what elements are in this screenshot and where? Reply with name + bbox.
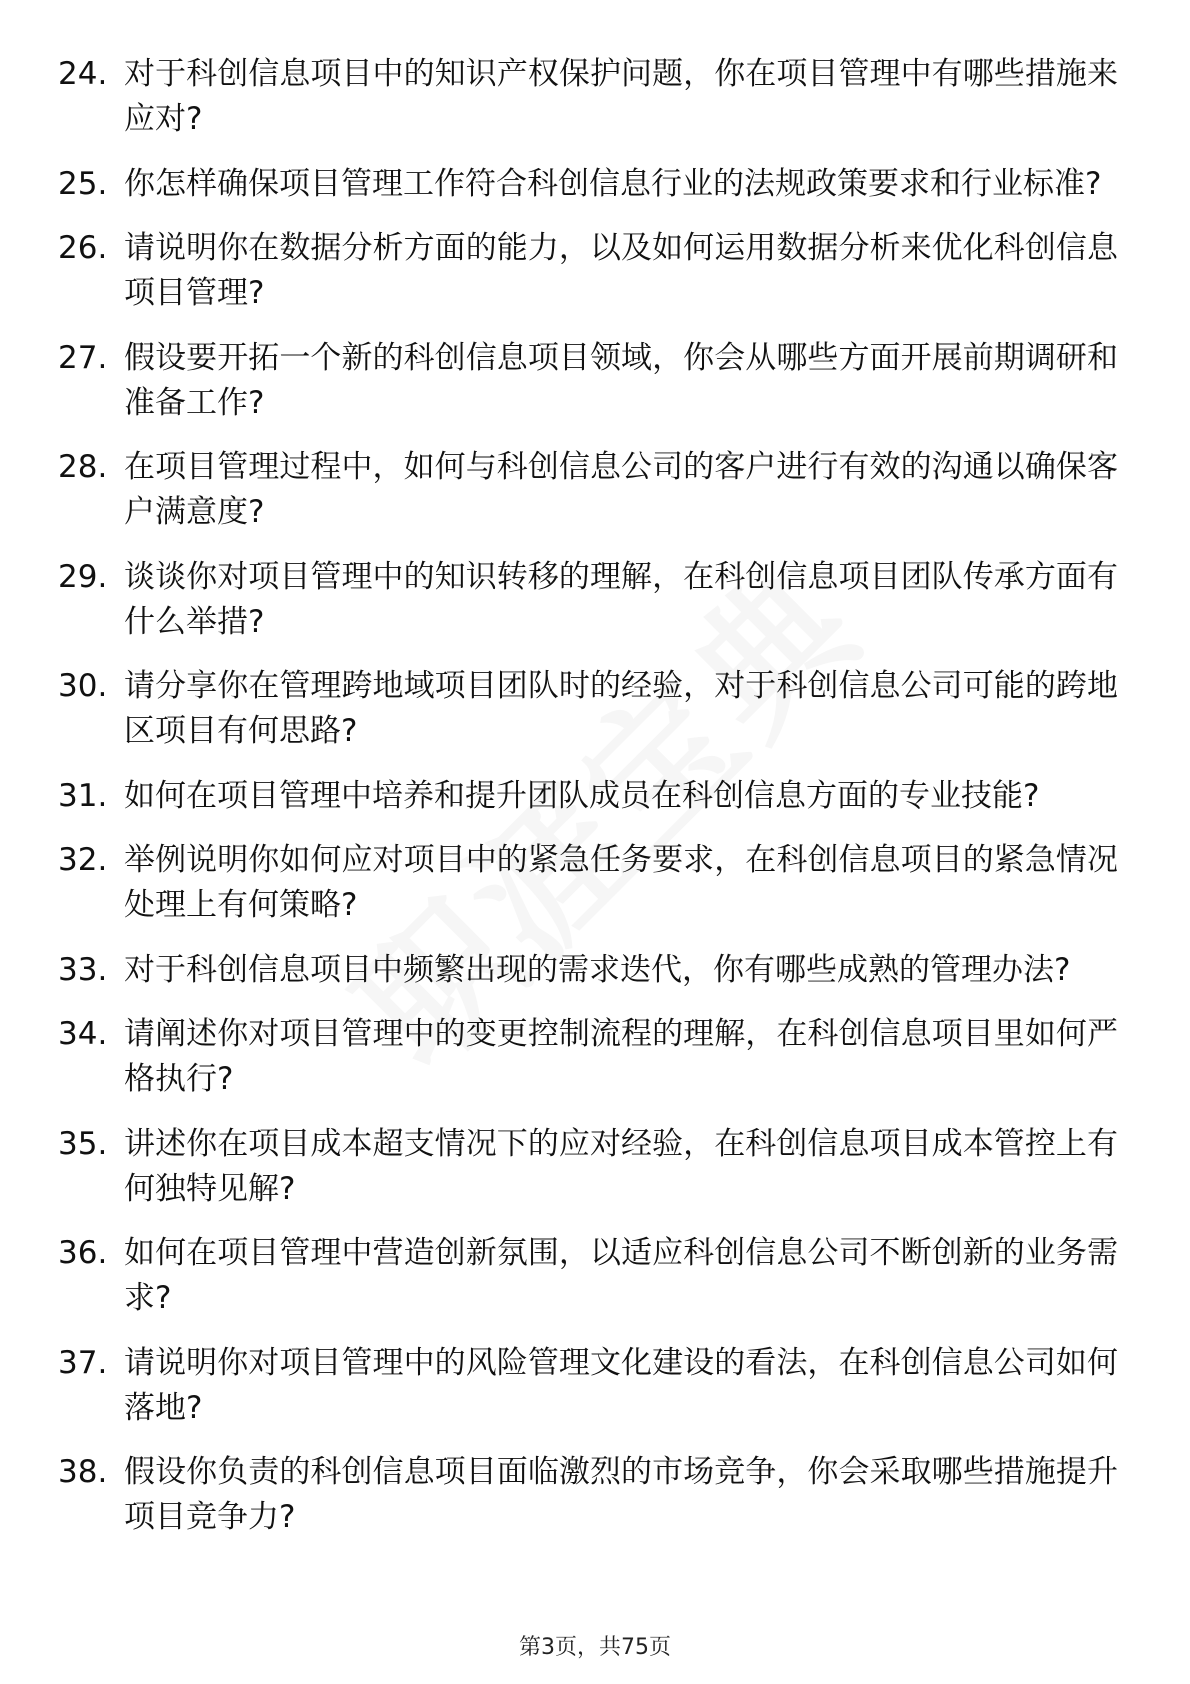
question-item: [58, 1122, 1118, 1212]
question-number: 38.: [58, 1454, 108, 1490]
question-item: [58, 162, 1118, 207]
question-text: 如何在项目管理中营造创新氛围，以适应科创信息公司不断创新的业务需求?: [124, 1235, 1118, 1316]
question-number: 35.: [58, 1125, 108, 1162]
page-footer: 第3页，共75页: [519, 1635, 671, 1660]
question-number: 29.: [58, 558, 108, 595]
question-number: 24.: [58, 56, 108, 92]
question-number: 27.: [58, 339, 108, 376]
question-number: 37.: [58, 1344, 108, 1381]
question-item: [58, 226, 1118, 316]
question-list: [58, 52, 1118, 1560]
question-number: 32.: [58, 842, 108, 878]
question-text: 假设要开拓一个新的科创信息项目领域，你会从哪些方面开展前期调研和准备工作?: [124, 339, 1118, 421]
question-item: [58, 1231, 1118, 1321]
question-text: 讲述你在项目成本超支情况下的应对经验，在科创信息项目成本管控上有何独特见解?: [124, 1125, 1118, 1207]
question-item: [58, 774, 1118, 819]
question-text: 举例说明你如何应对项目中的紧急任务要求，在科创信息项目的紧急情况处理上有何策略?: [124, 842, 1118, 923]
question-text: 谈谈你对项目管理中的知识转移的理解，在科创信息项目团队传承方面有什么举措?: [124, 558, 1118, 640]
question-number: 30.: [58, 668, 108, 704]
question-number: 26.: [58, 230, 108, 266]
question-item: [58, 1450, 1118, 1540]
question-item: [58, 1012, 1118, 1102]
question-number: 36.: [58, 1235, 108, 1271]
question-text: 对于科创信息项目中的知识产权保护问题，你在项目管理中有哪些措施来应对?: [124, 56, 1118, 137]
question-text: 请说明你在数据分析方面的能力，以及如何运用数据分析来优化科创信息项目管理?: [124, 230, 1118, 311]
question-item: [58, 555, 1118, 645]
question-item: [58, 1341, 1118, 1431]
question-text: 请阐述你对项目管理中的变更控制流程的理解，在科创信息项目里如何严格执行?: [124, 1016, 1118, 1097]
question-item: [58, 838, 1118, 928]
question-number: 31.: [58, 777, 108, 814]
question-item: [58, 948, 1118, 993]
question-text: 如何在项目管理中培养和提升团队成员在科创信息方面的专业技能?: [124, 777, 1040, 814]
question-text: 假设你负责的科创信息项目面临激烈的市场竞争，你会采取哪些措施提升项目竞争力?: [124, 1454, 1118, 1535]
question-item: [58, 664, 1118, 754]
question-item: [58, 52, 1118, 142]
question-text: 对于科创信息项目中频繁出现的需求迭代，你有哪些成熟的管理办法?: [124, 951, 1071, 988]
question-number: 33.: [58, 951, 108, 988]
question-item: [58, 336, 1118, 426]
question-text: 你怎样确保项目管理工作符合科创信息行业的法规政策要求和行业标准?: [124, 165, 1102, 202]
question-text: 请说明你对项目管理中的风险管理文化建设的看法，在科创信息公司如何落地?: [124, 1344, 1118, 1426]
question-text: 在项目管理过程中，如何与科创信息公司的客户进行有效的沟通以确保客户满意度?: [124, 449, 1118, 530]
question-item: [58, 445, 1118, 535]
question-number: 34.: [58, 1016, 108, 1052]
question-number: 28.: [58, 449, 108, 485]
question-number: 25.: [58, 165, 108, 202]
question-text: 请分享你在管理跨地域项目团队时的经验，对于科创信息公司可能的跨地区项目有何思路?: [124, 668, 1118, 749]
